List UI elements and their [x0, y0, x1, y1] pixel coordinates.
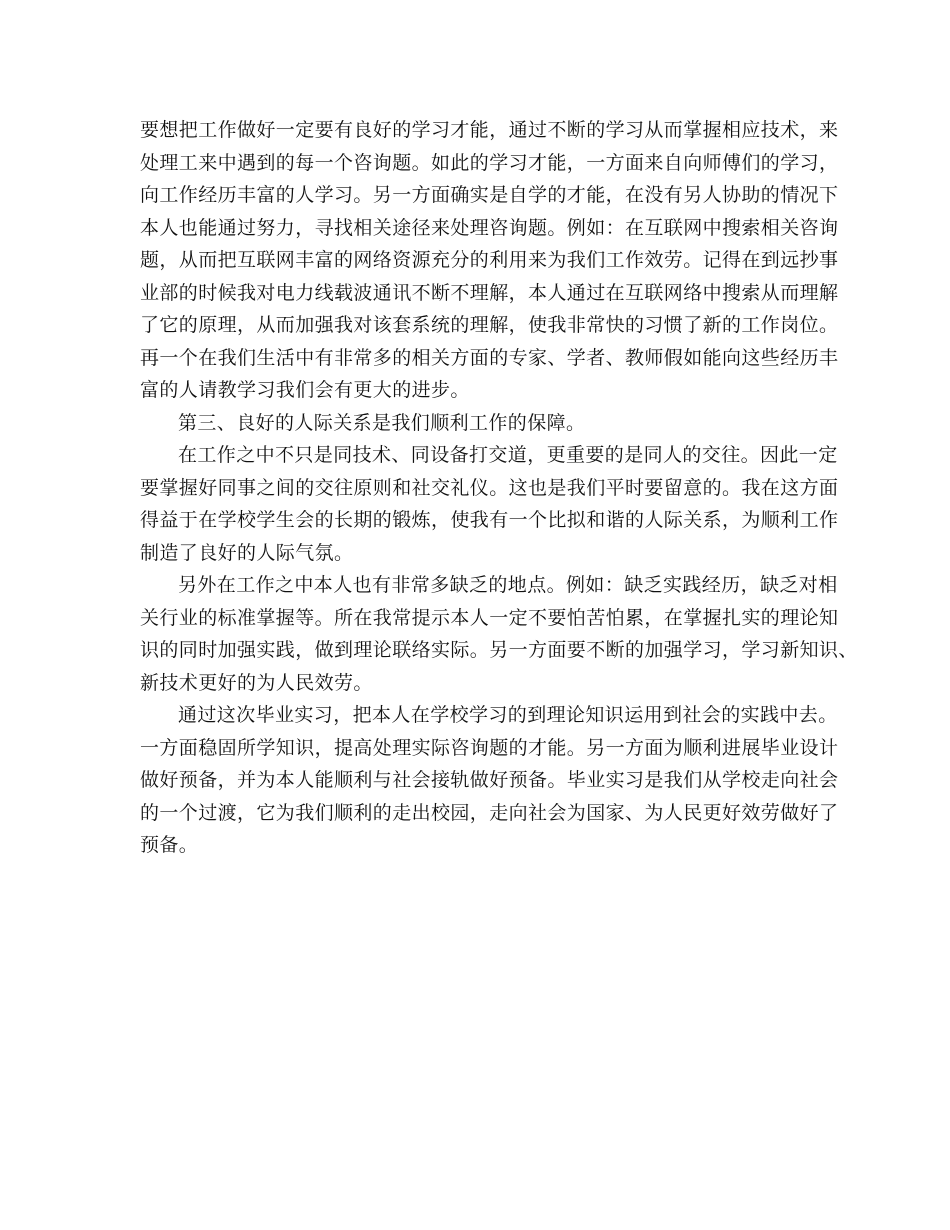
- text-line: 预备。: [140, 834, 199, 856]
- text-line: 新技术更好的为人民效劳。: [140, 671, 373, 694]
- text-line: 在工作之中不只是同技术、同设备打交道，更重要的是同人的交往。因此一定: [178, 444, 838, 466]
- text-line: 做好预备，并为本人能顺利与社会接轨做好预备。毕业实习是我们从学校走向社会: [140, 769, 839, 791]
- text-line: 题，从而把互联网丰富的网络资源充分的利用来为我们工作效劳。记得在到远抄事: [140, 249, 839, 271]
- text-line: 再一个在我们生活中有非常多的相关方面的专家、学者、教师假如能向这些经历丰: [140, 346, 839, 369]
- section-heading: 第三、良好的人际关系是我们顺利工作的保障。: [178, 411, 586, 434]
- text-line: 另外在工作之中本人也有非常多缺乏的地点。例如：缺乏实践经历，缺乏对相: [178, 574, 838, 596]
- text-line: 制造了良好的人际气氛。: [140, 541, 354, 564]
- text-line: 要想把工作做好一定要有良好的学习才能，通过不断的学习从而掌握相应技术，来: [140, 119, 839, 141]
- text-line: 向工作经历丰富的人学习。另一方面确实是自学的才能，在没有另人协助的情况下: [140, 184, 839, 206]
- text-line: 要掌握好同事之间的交往原则和社交礼仪。这也是我们平时要留意的。我在这方面: [140, 476, 839, 499]
- text-line: 识的同时加强实践，做到理论联络实际。另一方面要不断的加强学习，学习新知识、: [140, 639, 858, 661]
- text-line: 本人也能通过努力，寻找相关途径来处理咨询题。例如：在互联网中搜索相关咨询: [140, 216, 839, 239]
- text-line: 通过这次毕业实习，把本人在学校学习的到理论知识运用到社会的实践中去。: [178, 704, 838, 726]
- text-line: 一方面稳固所学知识，提高处理实际咨询题的才能。另一方面为顺利进展毕业设计: [140, 736, 839, 759]
- text-line: 业部的时候我对电力线载波通讯不断不理解，本人通过在互联网络中搜索从而理解: [140, 281, 839, 304]
- body-text: [140, 114, 858, 862]
- text-line: 的一个过渡，它为我们顺利的走出校园，走向社会为国家、为人民更好效劳做好了: [140, 801, 839, 824]
- text-line: 处理工来中遇到的每一个咨询题。如此的学习才能，一方面来自向师傅们的学习，: [140, 151, 839, 174]
- text-line: 了它的原理，从而加强我对该套系统的理解，使我非常快的习惯了新的工作岗位。: [140, 314, 839, 336]
- text-line: 关行业的标准掌握等。所在我常提示本人一定不要怕苦怕累，在掌握扎实的理论知: [140, 606, 839, 629]
- text-line: 得益于在学校学生会的长期的锻炼，使我有一个比拟和谐的人际关系，为顺利工作: [140, 509, 839, 531]
- text-line: 富的人请教学习我们会有更大的进步。: [140, 379, 470, 401]
